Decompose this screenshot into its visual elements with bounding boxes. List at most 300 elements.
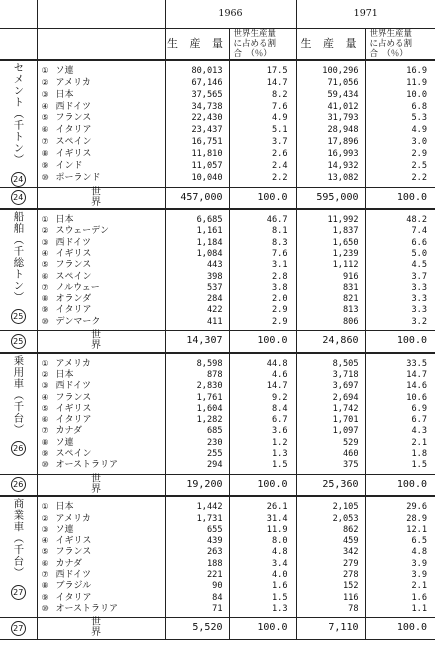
- rank-number: ④: [41, 392, 49, 402]
- table-row: [0, 580, 435, 591]
- country-name: カナダ: [55, 426, 83, 437]
- rank-number: ①: [41, 358, 49, 368]
- corner-cell: [0, 0, 37, 29]
- category-cell: [0, 60, 37, 187]
- country-name: フランス: [55, 392, 92, 403]
- table-row: [0, 282, 435, 293]
- table-row: [0, 112, 435, 124]
- rank-number: ⑩: [41, 460, 49, 470]
- country-name: イギリス: [55, 148, 92, 159]
- rank-number: ⑧: [41, 148, 49, 158]
- table-row: [0, 448, 435, 459]
- production-1971: 278: [296, 569, 365, 580]
- country-cell: [37, 558, 165, 569]
- share-1971: 6.8: [411, 101, 427, 112]
- rank-number: ⑦: [41, 282, 49, 292]
- table-row: [0, 353, 435, 369]
- country-cell: [37, 77, 165, 89]
- country-name: イギリス: [55, 403, 92, 414]
- share-1971: 1.6: [411, 592, 427, 603]
- country-cell: [37, 316, 165, 327]
- country-name: 日本: [55, 369, 74, 380]
- share-1971: 2.1: [411, 581, 427, 592]
- production-1966: 11,057: [165, 160, 229, 172]
- share-1966: 1.5: [229, 459, 296, 470]
- rank-number: ⑨: [41, 305, 49, 315]
- production-1971: 8,505: [296, 353, 365, 369]
- country-cell: [37, 369, 165, 380]
- production-1971: 821: [296, 293, 365, 304]
- production-1971: 16,993: [296, 148, 365, 160]
- country-cell: [37, 535, 165, 546]
- country-cell: [37, 248, 165, 259]
- share-1971: 10.6: [406, 392, 427, 403]
- share-1966: 3.7: [229, 136, 296, 148]
- share-1966: 2.8: [229, 271, 296, 282]
- country-cell: [37, 403, 165, 414]
- share-1971: 1.8: [411, 449, 427, 460]
- share-1966: 2.9: [229, 304, 296, 315]
- share-1971: 3.7: [411, 271, 427, 282]
- table-row: [0, 172, 435, 184]
- production-1966: 1,084: [165, 248, 229, 259]
- production-1971: 375: [296, 459, 365, 470]
- category-label: 船舶（千総トン）: [12, 211, 25, 304]
- production-1966: 685: [165, 425, 229, 436]
- share-1966: 46.7: [229, 209, 296, 225]
- world-share-1971: 100.0: [365, 474, 435, 496]
- production-1966: 84: [165, 592, 229, 603]
- share-1966: 4.0: [229, 569, 296, 580]
- world-production-1971: 7,110: [296, 618, 365, 640]
- production-1966: 294: [165, 459, 229, 470]
- country-cell: [37, 392, 165, 403]
- country-cell: [37, 136, 165, 148]
- share-1971: 12.1: [406, 524, 427, 535]
- country-name: ノルウェー: [55, 282, 100, 293]
- production-1971: 862: [296, 524, 365, 535]
- world-share-1971: 100.0: [365, 618, 435, 640]
- table-row: [0, 603, 435, 614]
- table-row: [0, 546, 435, 557]
- rank-number: ⑥: [41, 558, 49, 568]
- table-row: [0, 160, 435, 172]
- rank-number: ②: [41, 369, 49, 379]
- country-cell: [37, 225, 165, 236]
- country-name: オーストラリア: [55, 603, 119, 614]
- country-cell: [37, 101, 165, 113]
- rank-number: ⑦: [41, 137, 49, 147]
- share-1966: 8.3: [229, 237, 296, 248]
- country-cell: [37, 282, 165, 293]
- table-row: [0, 558, 435, 569]
- rank-number: ⑤: [41, 403, 49, 413]
- share-1966: 8.1: [229, 225, 296, 236]
- production-1966: 1,442: [165, 496, 229, 512]
- production-1966: 439: [165, 535, 229, 546]
- world-total-row: [0, 331, 435, 353]
- share-1966: 14.7: [229, 380, 296, 391]
- share-1966: 1.3: [229, 603, 296, 614]
- production-1966: 90: [165, 580, 229, 591]
- rank-number: ⑩: [41, 603, 49, 613]
- country-name: スペイン: [55, 137, 92, 148]
- share-1971: 2.5: [411, 160, 427, 171]
- production-1971: 1,112: [296, 259, 365, 270]
- share-1966: 2.4: [229, 160, 296, 172]
- country-cell: [37, 60, 165, 77]
- rank-number: ⑦: [41, 426, 49, 436]
- production-1971: 2,105: [296, 496, 365, 512]
- production-1966: 71: [165, 603, 229, 614]
- country-name: アメリカ: [55, 78, 91, 89]
- world-share-1971: 100.0: [365, 331, 435, 353]
- share-1966: 2.2: [229, 172, 296, 184]
- rank-number: ⑧: [41, 437, 49, 447]
- country-cell: [37, 124, 165, 136]
- share-1971: 48.2: [365, 209, 435, 225]
- production-1966: 22,430: [165, 112, 229, 124]
- rank-number: ⑨: [41, 592, 49, 602]
- share-1966: 9.2: [229, 392, 296, 403]
- world-total-row: [0, 618, 435, 640]
- table-row: [0, 569, 435, 580]
- world-production-1971: 24,860: [296, 331, 365, 353]
- production-1971: 916: [296, 271, 365, 282]
- section-number-badge: 27: [11, 585, 26, 600]
- production-1966: 443: [165, 259, 229, 270]
- table-row: [0, 524, 435, 535]
- production-1971: 13,082: [296, 172, 365, 184]
- country-name: 日本: [55, 215, 74, 226]
- world-label: 世 界: [37, 618, 165, 640]
- share-1971: 16.9: [365, 60, 435, 77]
- production-1966: 80,013: [165, 60, 229, 77]
- share-1966: 14.7: [229, 77, 296, 89]
- table-row: [0, 136, 435, 148]
- production-1971: 31,793: [296, 112, 365, 124]
- share-1966: 4.9: [229, 112, 296, 124]
- world-share-1966: 100.0: [229, 618, 296, 640]
- world-production-1971: 595,000: [296, 187, 365, 209]
- country-name: インド: [55, 160, 83, 171]
- production-1971: 2,694: [296, 392, 365, 403]
- table-row: [0, 369, 435, 380]
- production-1966: 655: [165, 524, 229, 535]
- rank-number: ④: [41, 101, 49, 111]
- share-1966: 3.8: [229, 282, 296, 293]
- share-1966: 1.2: [229, 437, 296, 448]
- table-row: [0, 380, 435, 391]
- production-1966: 537: [165, 282, 229, 293]
- category-label: セメント（千トン）: [12, 62, 25, 166]
- production-1971: 78: [296, 603, 365, 614]
- table-row: [0, 513, 435, 524]
- production-1971: 41,012: [296, 101, 365, 113]
- share-1966: 6.7: [229, 414, 296, 425]
- production-1966: 1,731: [165, 513, 229, 524]
- country-cell: [37, 172, 165, 184]
- country-name: イギリス: [55, 536, 92, 547]
- rank-number: ⑥: [41, 125, 49, 135]
- country-name: ソ連: [55, 524, 74, 535]
- country-name: ソ連: [55, 66, 74, 76]
- production-1966: 34,738: [165, 101, 229, 113]
- country-cell: [37, 448, 165, 459]
- share-1971: 6.5: [411, 536, 427, 547]
- table-row: [0, 403, 435, 414]
- rank-number: ②: [41, 513, 49, 523]
- country-cell: [37, 437, 165, 448]
- country-name: イギリス: [55, 248, 92, 259]
- country-cell: [37, 425, 165, 436]
- country-cell: [37, 160, 165, 172]
- share-1971: 10.0: [406, 89, 427, 100]
- share-1971: 28.9: [406, 513, 427, 524]
- production-1966: 37,565: [165, 89, 229, 101]
- country-cell: [37, 304, 165, 315]
- share-1966: 4.8: [229, 546, 296, 557]
- country-name: イタリア: [55, 592, 92, 603]
- rank-number: ⑩: [41, 316, 49, 326]
- year-1971-header: 1971: [296, 0, 435, 29]
- production-1971: 1,650: [296, 237, 365, 248]
- production-1966: 284: [165, 293, 229, 304]
- production-1966: 221: [165, 569, 229, 580]
- production-1971: 831: [296, 282, 365, 293]
- share-1971: 6.9: [411, 403, 427, 414]
- rank-number: ⑨: [41, 449, 49, 459]
- section-number-badge-bottom: 27: [11, 621, 26, 636]
- rank-number: ⑤: [41, 547, 49, 557]
- production-1966: 8,598: [165, 353, 229, 369]
- production-1966: 263: [165, 546, 229, 557]
- country-cell: [37, 524, 165, 535]
- share-1971: 4.5: [411, 260, 427, 271]
- share-1966: 4.6: [229, 369, 296, 380]
- country-name: 西ドイツ: [55, 381, 92, 392]
- table-row: [0, 425, 435, 436]
- share-1966: 8.2: [229, 89, 296, 101]
- production-1971: 342: [296, 546, 365, 557]
- share-1971: 5.3: [411, 113, 427, 124]
- world-production-1966: 5,520: [165, 618, 229, 640]
- world-production-1966: 14,307: [165, 331, 229, 353]
- production-1971: 28,948: [296, 124, 365, 136]
- share-1971: 2.2: [411, 172, 427, 183]
- share-1966: 7.6: [229, 248, 296, 259]
- share-1971: 14.7: [406, 369, 427, 380]
- country-name: ブラジル: [55, 581, 92, 592]
- share-1966: 26.1: [229, 496, 296, 512]
- production-1971: 14,932: [296, 160, 365, 172]
- production-1966: 16,751: [165, 136, 229, 148]
- section-number-badge: 25: [11, 309, 26, 324]
- production-1966: 11,810: [165, 148, 229, 160]
- production-1971: 813: [296, 304, 365, 315]
- table-row: [0, 414, 435, 425]
- section-number-badge-bottom: 24: [11, 190, 26, 205]
- world-total-row: [0, 187, 435, 209]
- country-name: スウェーデン: [55, 226, 109, 237]
- production-1966: 255: [165, 448, 229, 459]
- production-1971: 1,701: [296, 414, 365, 425]
- share-1971: 3.0: [411, 137, 427, 148]
- country-name: 西ドイツ: [55, 101, 92, 112]
- country-name: アメリカ: [55, 513, 91, 524]
- world-share-1966: 100.0: [229, 474, 296, 496]
- world-production-1971: 25,360: [296, 474, 365, 496]
- share-1966: 8.0: [229, 535, 296, 546]
- world-production-1966: 19,200: [165, 474, 229, 496]
- share-1966: 2.0: [229, 293, 296, 304]
- rank-number: ③: [41, 237, 49, 247]
- production-1971: 1,837: [296, 225, 365, 236]
- country-cell: [37, 603, 165, 614]
- share-1971: 2.9: [411, 148, 427, 159]
- share-1971: 4.9: [411, 125, 427, 136]
- production-1966: 422: [165, 304, 229, 315]
- rank-number: ③: [41, 381, 49, 391]
- rank-number: ①: [41, 502, 49, 512]
- country-name: ポーランド: [55, 172, 101, 183]
- share-1966: 1.6: [229, 580, 296, 591]
- world-share-1966: 100.0: [229, 331, 296, 353]
- world-share-1971: 100.0: [365, 187, 435, 209]
- production-header-1966: 生 産 量: [165, 29, 229, 61]
- category-cell: [0, 353, 37, 474]
- share-1971: 14.6: [406, 381, 427, 392]
- rank-number: ②: [41, 78, 49, 88]
- share-1971: 3.9: [411, 570, 427, 580]
- table-row: [0, 248, 435, 259]
- production-1971: 1,097: [296, 425, 365, 436]
- world-label: 世 界: [37, 187, 165, 209]
- production-1971: 71,056: [296, 77, 365, 89]
- rank-number: ⑨: [41, 160, 49, 170]
- world-production-1966: 457,000: [165, 187, 229, 209]
- production-1971: 100,296: [296, 60, 365, 77]
- share-1966: 7.6: [229, 101, 296, 113]
- country-cell: [37, 580, 165, 591]
- share-1971: 33.5: [365, 353, 435, 369]
- year-1966-header: 1966: [165, 0, 296, 29]
- production-1966: 1,604: [165, 403, 229, 414]
- share-1966: 2.6: [229, 148, 296, 160]
- category-cell: [0, 209, 37, 330]
- share-1971: 5.0: [411, 248, 427, 259]
- country-name: オーストラリア: [55, 460, 119, 471]
- country-name: アメリカ: [55, 358, 91, 369]
- production-1966: 1,761: [165, 392, 229, 403]
- country-name: カナダ: [55, 558, 83, 569]
- production-1966: 1,184: [165, 237, 229, 248]
- country-cell: [37, 148, 165, 160]
- production-1966: 230: [165, 437, 229, 448]
- category-cell: [0, 496, 37, 617]
- production-1966: 1,161: [165, 225, 229, 236]
- share-1971: 4.8: [411, 547, 427, 558]
- table-row: [0, 225, 435, 236]
- rank-number: ⑦: [41, 570, 49, 579]
- table-row: [0, 89, 435, 101]
- country-name: 西ドイツ: [55, 237, 92, 248]
- share-1971: 3.3: [411, 305, 427, 316]
- country-cell: [37, 496, 165, 512]
- country-name: イタリア: [55, 305, 92, 316]
- production-1971: 17,896: [296, 136, 365, 148]
- production-1966: 878: [165, 369, 229, 380]
- production-1966: 67,146: [165, 77, 229, 89]
- share-1971: 4.3: [411, 426, 427, 437]
- table-row: [0, 271, 435, 282]
- share-1971: 1.1: [411, 603, 427, 614]
- share-1966: 1.3: [229, 448, 296, 459]
- country-name: スペイン: [55, 449, 92, 460]
- country-cell: [37, 414, 165, 425]
- share-1971: 3.3: [411, 282, 427, 293]
- table-row: [0, 592, 435, 603]
- production-1966: 398: [165, 271, 229, 282]
- production-1971: 1,742: [296, 403, 365, 414]
- production-1971: 11,992: [296, 209, 365, 225]
- share-1966: 3.1: [229, 259, 296, 270]
- country-cell: [37, 209, 165, 225]
- table-row: [0, 77, 435, 89]
- share-1971: 6.6: [411, 237, 427, 248]
- country-name: ソ連: [55, 437, 74, 448]
- country-cell: [37, 569, 165, 580]
- table-row: [0, 148, 435, 160]
- share-1966: 8.4: [229, 403, 296, 414]
- production-header-1971: 生 産 量: [296, 29, 365, 61]
- country-name: 日本: [55, 502, 74, 513]
- production-1971: 116: [296, 592, 365, 603]
- rank-number: ①: [41, 66, 49, 75]
- rank-number: ⑤: [41, 113, 49, 123]
- production-1971: 806: [296, 316, 365, 327]
- share-1971: 6.7: [411, 415, 427, 426]
- country-cell: [37, 112, 165, 124]
- country-name: フランス: [55, 260, 92, 271]
- table-row: [0, 209, 435, 225]
- share-1966: 2.9: [229, 316, 296, 327]
- share-header-1966: 世界生産量 に占める割 合 （％）: [229, 29, 296, 61]
- share-1966: 44.8: [229, 353, 296, 369]
- share-1971: 3.9: [411, 558, 427, 569]
- table-row: [0, 237, 435, 248]
- production-1966: 411: [165, 316, 229, 327]
- world-share-1966: 100.0: [229, 187, 296, 209]
- rank-number: ⑧: [41, 581, 49, 591]
- country-cell: [37, 592, 165, 603]
- country-cell: [37, 459, 165, 470]
- production-1971: 1,239: [296, 248, 365, 259]
- country-cell: [37, 380, 165, 391]
- country-name: スペイン: [55, 271, 92, 282]
- world-label: 世 界: [37, 474, 165, 496]
- share-1971: 3.3: [411, 294, 427, 305]
- rank-number: ③: [41, 524, 49, 534]
- production-1966: 2,830: [165, 380, 229, 391]
- production-1971: 3,718: [296, 369, 365, 380]
- share-1966: 11.9: [229, 524, 296, 535]
- rank-number: ⑥: [41, 271, 49, 281]
- rank-number: ⑤: [41, 260, 49, 270]
- share-1971: 11.9: [406, 78, 427, 89]
- section-number-badge-bottom: 25: [11, 334, 26, 349]
- table-row: [0, 259, 435, 270]
